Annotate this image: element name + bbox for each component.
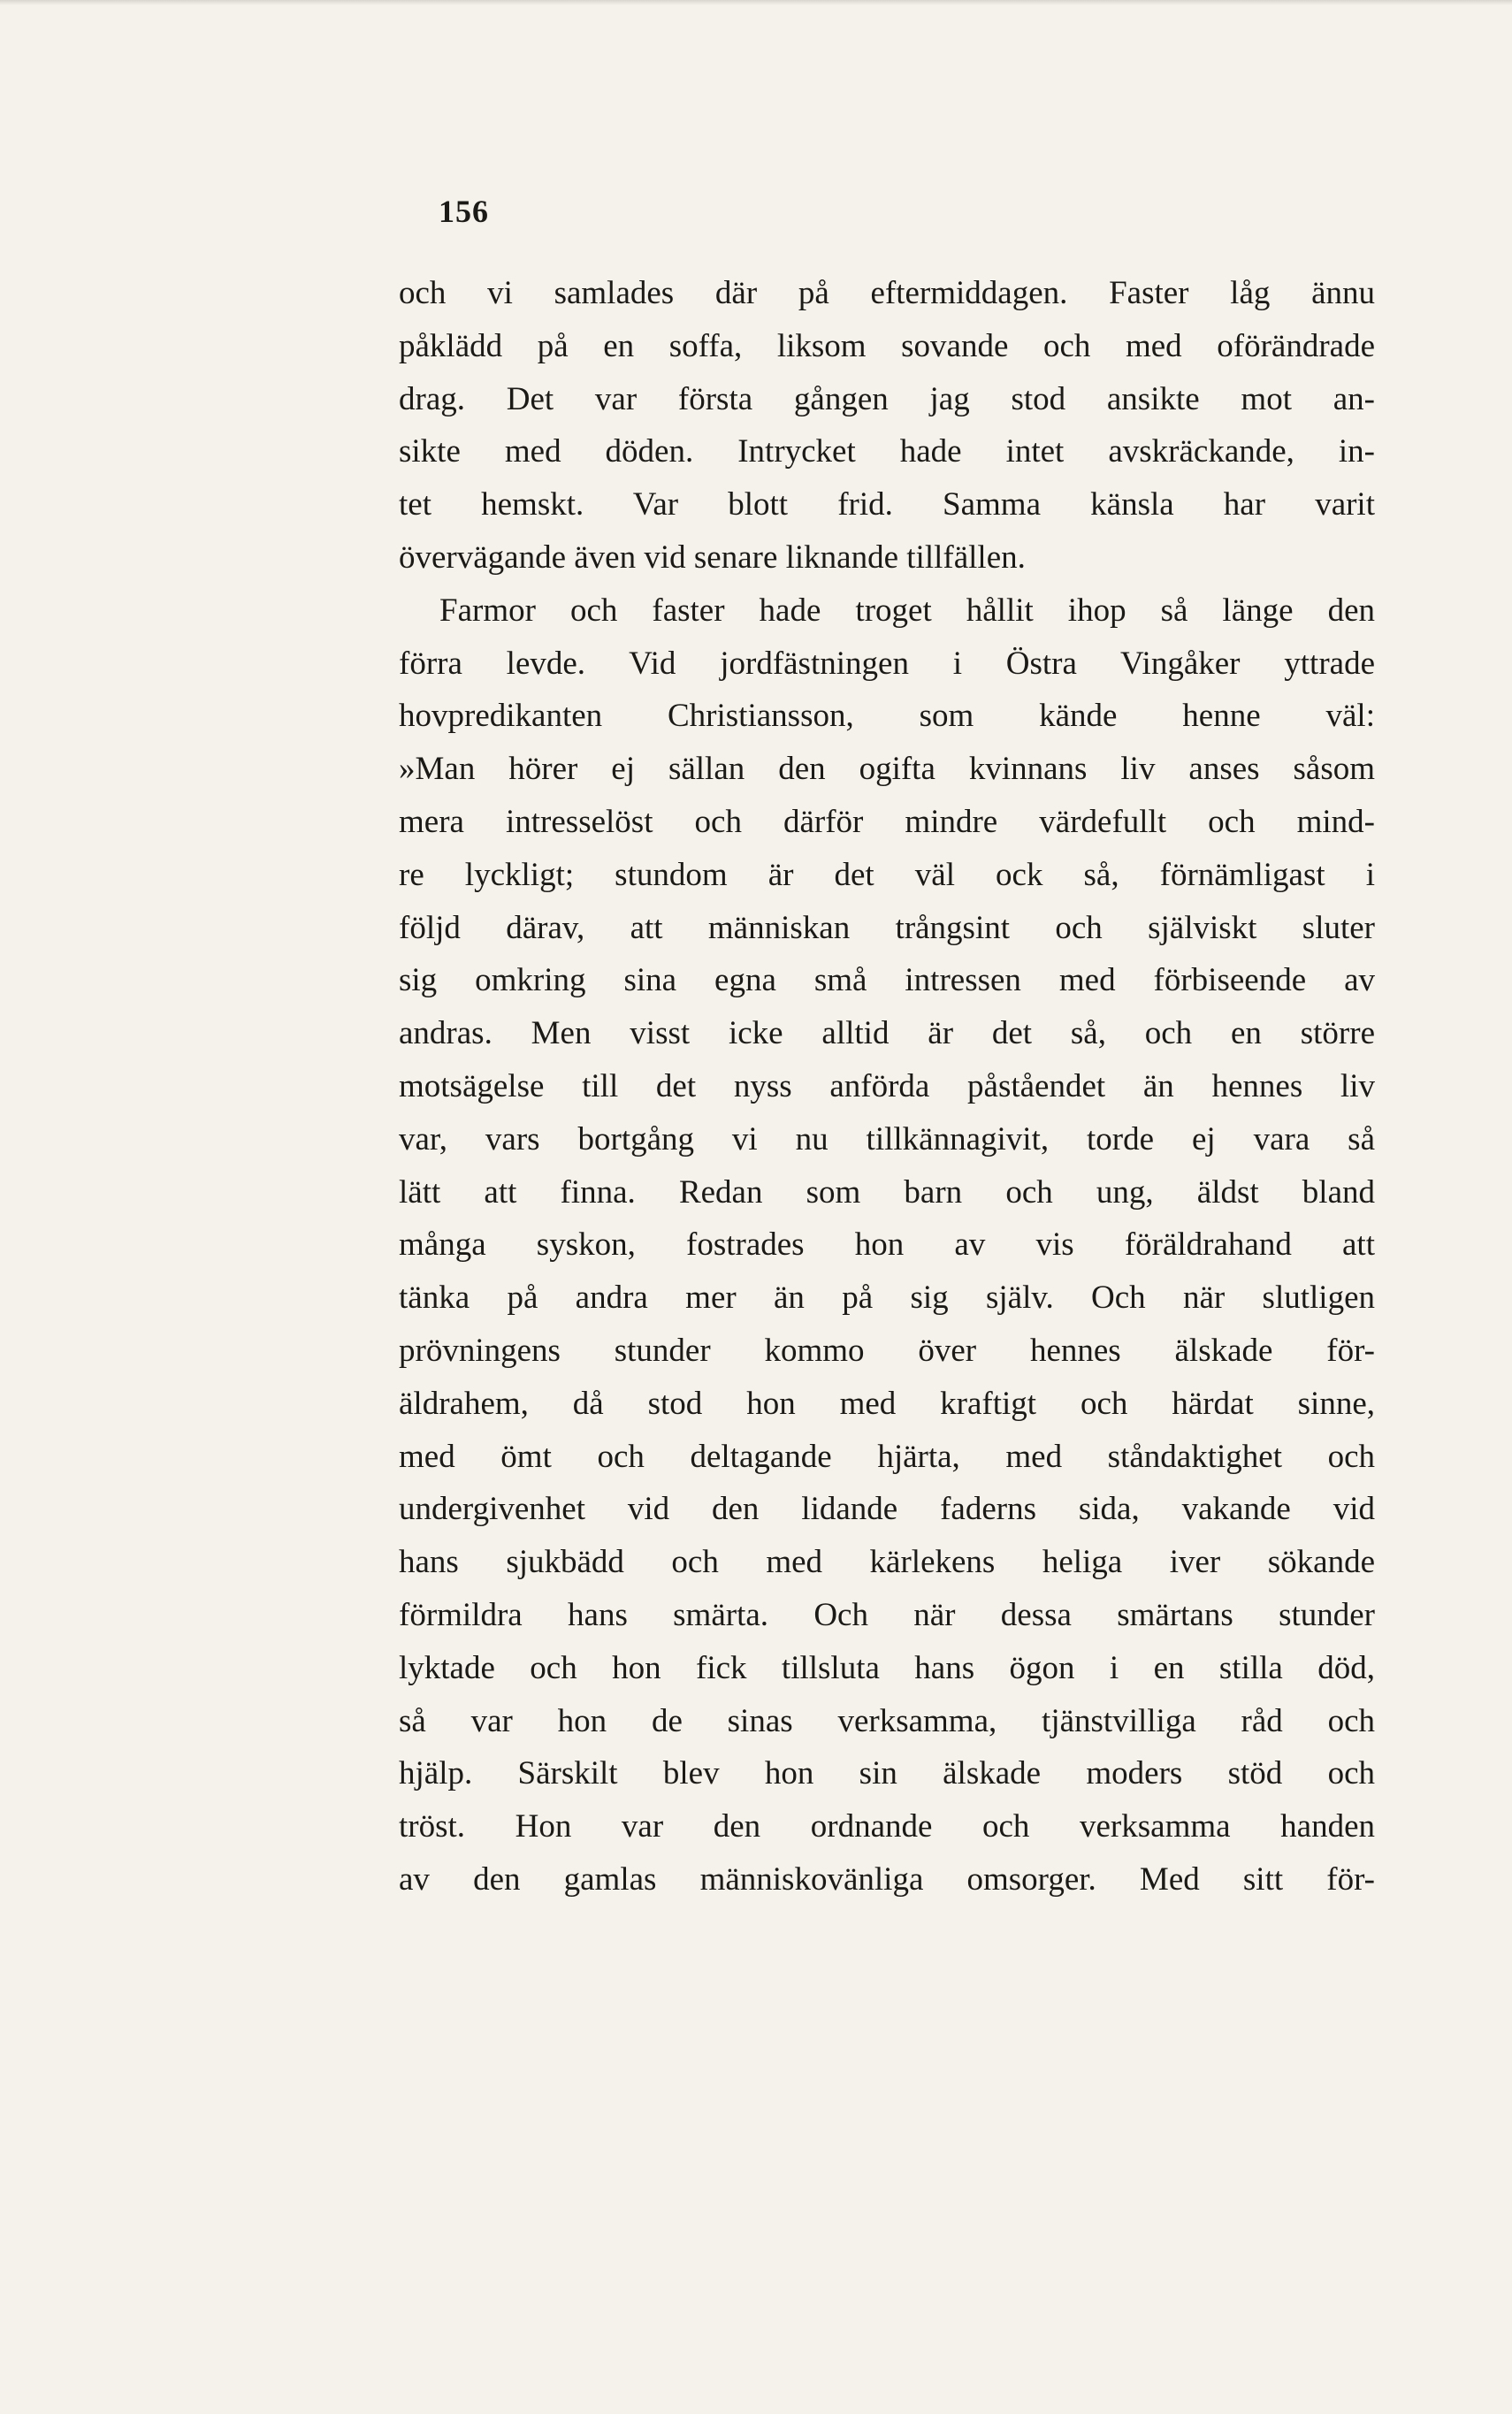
text-line: sig omkring sina egna små intressen med förbiseende av [399, 962, 1375, 999]
text-line: tänka på andra mer än på sig själv. Och när slutligen [399, 1280, 1375, 1317]
text-line: mera intresselöst och därför mindre värdefullt och mind- [399, 803, 1375, 840]
text-line: hovpredikanten Christiansson, som kände henne väl: [399, 698, 1375, 735]
text-line: var, vars bortgång vi nu tillkännagivit, torde ej vara så [399, 1120, 1375, 1157]
text-line: följd därav, att människan trångsint och själviskt sluter [399, 909, 1375, 946]
text-line: sikte med döden. Intrycket hade intet avskräckande, in- [399, 433, 1375, 470]
text-line: med ömt och deltagande hjärta, med ståndaktighet och [399, 1438, 1375, 1475]
text-line: hjälp. Särskilt blev hon sin älskade moders stöd och [399, 1755, 1375, 1792]
text-line: många syskon, fostrades hon av vis föräldrahand att [399, 1226, 1375, 1264]
text-line: motsägelse till det nyss anförda påståendet än hennes liv [399, 1067, 1375, 1104]
text-line: hans sjukbädd och med kärlekens heliga iver sökande [399, 1544, 1375, 1581]
text-line: förra levde. Vid jordfästningen i Östra Vingåker yttrade [399, 645, 1375, 682]
text-line: lätt att finna. Redan som barn och ung, äldst bland [399, 1173, 1375, 1211]
text-line: påklädd på en soffa, liksom sovande och med oförändrade [399, 327, 1375, 364]
text-line: »Man hörer ej sällan den ogifta kvinnans liv anses såsom [399, 751, 1375, 788]
text-line: andras. Men visst icke alltid är det så, och en större [399, 1015, 1375, 1052]
text-line: drag. Det var första gången jag stod ansikte mot an- [399, 380, 1375, 417]
text-line: prövningens stunder kommo över hennes älskade för- [399, 1332, 1375, 1369]
text-line: undergivenhet vid den lidande faderns sida, vakande vid [399, 1491, 1375, 1528]
text-line: äldrahem, då stod hon med kraftigt och härdat sinne, [399, 1385, 1375, 1422]
text-line: tröst. Hon var den ordnande och verksamma handen [399, 1808, 1375, 1845]
text-line: tet hemskt. Var blott frid. Samma känsla har varit [399, 486, 1375, 523]
text-line: och vi samlades där på eftermiddagen. Faster låg ännu [399, 275, 1375, 311]
text-line: förmildra hans smärta. Och när dessa smärtans stunder [399, 1596, 1375, 1633]
text-line: av den gamlas människovänliga omsorger. Med sitt för- [399, 1860, 1375, 1898]
page-top-edge [0, 0, 1512, 5]
text-line: så var hon de sinas verksamma, tjänstvilliga råd och [399, 1702, 1375, 1739]
body-text [399, 267, 1375, 1906]
page-number: 156 [439, 194, 489, 229]
text-line: övervägande även vid senare liknande tillfällen. [399, 539, 1026, 576]
text-line: Farmor och faster hade troget hållit ihop så länge den [439, 592, 1375, 629]
text-line: re lyckligt; stundom är det väl ock så, förnämligast i [399, 856, 1375, 893]
text-line: lyktade och hon fick tillsluta hans ögon i en stilla död, [399, 1649, 1375, 1686]
